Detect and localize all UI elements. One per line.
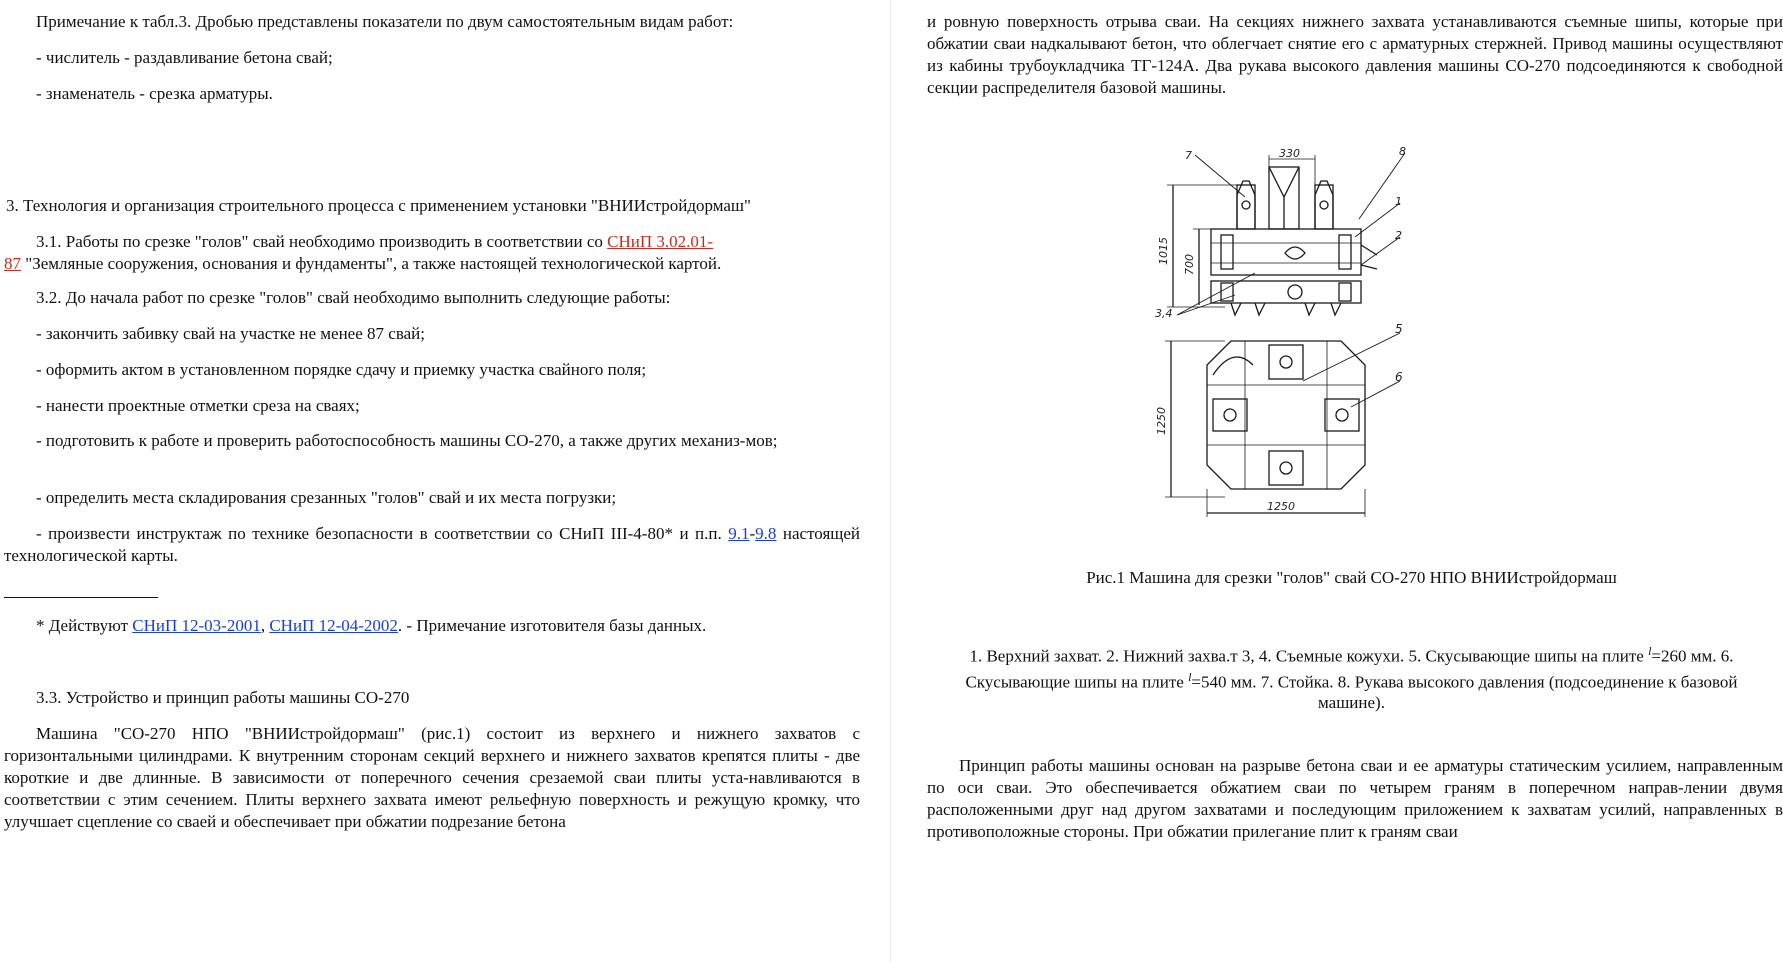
paragraph-3-1 [4, 231, 860, 275]
fig-dim-1015: 1015 [1157, 237, 1170, 265]
footnote-comma: , [260, 616, 270, 635]
p31-text-end: "Земляные сооружения, основания и фундаменты", а также настоящей технологической картой. [21, 254, 722, 273]
figure-caption: Рис.1 Машина для срезки "голов" свай СО-270 НПО ВНИИстройдормаш [1086, 568, 1617, 587]
machine-description-paragraph: Машина "СО-270 НПО "ВНИИстройдормаш" (рис.1) состоит из верхнего и нижнего захватов с горизонтальными цилиндрами. К внутренним сторонам секций верхнего и нижнего захватов крепятся плиты - две короткие и две длинные. В зависимости от поперечного сечения срезаемой сваи плиты уста-навливаются в соответствии с этим сечением. Плиты верхнего захвата имеют рельефную поверхность и режущую кромку, что улучшает сцепление со сваей и обеспечивает при обжатии подрезание бетона [4, 724, 860, 831]
fig-dim-1250-horizontal: 1250 [1267, 500, 1295, 513]
paragraph-3-2: 3.2. До начала работ по срезке "голов" свай необходимо выполнить следующие работы: [36, 288, 671, 307]
footnote-text-start: * Действуют [36, 616, 133, 635]
paragraph-3-3-heading: 3.3. Устройство и принцип работы машины СО-270 [36, 688, 410, 707]
snip-12-04-2002-link[interactable]: СНиП 12-04-2002 [269, 616, 398, 635]
list-item-pile-driving: - закончить забивку свай на участке не менее 87 свай; [36, 324, 425, 343]
legend-text-a: 1. Верхний захват. 2. Нижний захва.т 3, 4. Съемные кожухи. 5. Скусывающие шипы на плите [969, 646, 1649, 666]
fig-label-8: 8 [1399, 145, 1406, 158]
fig-label-3-4: 3,4 [1155, 307, 1173, 320]
footnote-text-end: . - Примечание изготовителя базы данных. [397, 616, 707, 635]
fig-label-2: 2 [1395, 229, 1402, 242]
fig-dim-330: 330 [1279, 147, 1300, 160]
list-item-cut-marks: - нанести проектные отметки среза на сваях; [36, 396, 360, 415]
link-item-9-1[interactable]: 9.1 [728, 524, 750, 543]
footnote [4, 615, 860, 637]
snip-link-part-a: СНиП 3.02.01- [607, 232, 714, 251]
link-item-9-8[interactable]: 9.8 [755, 524, 777, 543]
list-item-storage: - определить места складирования срезанных "голов" свай и их места погрузки; [36, 488, 617, 507]
legend-length-symbol-1: l [1648, 644, 1652, 658]
item6-dash: - [749, 524, 756, 543]
note-numerator: - числитель - раздавливание бетона свай; [36, 48, 333, 67]
operating-principle-paragraph: Принцип работы машины основан на разрыве бетона сваи и ее арматуры статическим усилием, направленным по оси сваи. Это обеспечивается обжатием сваи по четырем граням в поперечном направ-лении двумя расположенными друг над другом захватами и последующим приложением к захватам усилий, направленных в противоположные стороны. При обжатии прилегание плит к граням сваи [927, 756, 1783, 841]
fig-label-7: 7 [1185, 149, 1192, 162]
section-3-heading: 3. Технология и организация строительного процесса с применением установки "ВНИИстройдормаш" [6, 196, 751, 215]
legend-text-b: =260 мм. 6. Скусывающие шипы на плите [965, 646, 1734, 692]
table-note-title: Примечание к табл.3. Дробью представлены показатели по двум самостоятельным видам работ: [36, 12, 734, 31]
snip-12-03-2001-link[interactable]: СНиП 12-03-2001 [132, 616, 261, 635]
fig-label-6: 6 [1395, 370, 1403, 384]
list-item-machine-check: - подготовить к работе и проверить работоспособность машины СО-270, а также других механиз-мов; [36, 431, 778, 450]
fig-label-1: 1 [1395, 195, 1402, 208]
fig-dim-1250-vertical: 1250 [1155, 407, 1168, 435]
note-denominator: - знаменатель - срезка арматуры. [36, 84, 273, 103]
list-item-safety-briefing [4, 523, 860, 567]
footnote-divider [4, 597, 158, 598]
fig-dim-700: 700 [1183, 254, 1196, 275]
column-separator [890, 0, 891, 962]
figure-legend [940, 641, 1763, 713]
fig-label-5: 5 [1395, 322, 1403, 336]
list-item-acceptance-act: - оформить актом в установленном порядке сдачу и приемку участка свайного поля; [36, 360, 647, 379]
item6-text-start: - произвести инструктаж по технике безопасности в соответствии со СНиП III-4-80* и п.п. [36, 524, 729, 543]
continuation-paragraph: и ровную поверхность отрыва сваи. На секциях нижнего захвата устанавливаются съемные шипы, которые при обжатии сваи надкалывают бетон, что облегчает снятие его с арматурных стержней. Привод машины осуществляют из кабины трубоукладчика ТГ-124А. Два рукава высокого давления машины СО-270 подсоединяются к свободной секции распределителя базовой машины. [927, 12, 1783, 97]
machine-co270-drawing [1155, 145, 1495, 525]
p31-text-start: 3.1. Работы по срезке "голов" свай необходимо производить в соответствии со [36, 232, 608, 251]
snip-link-part-b: 87 [4, 254, 21, 273]
legend-text-c: =540 мм. 7. Стойка. 8. Рукава высокого давления (подсоединение к базовой машине). [1191, 672, 1738, 713]
item6-text-end: настоящей технологической карты. [4, 524, 861, 565]
legend-length-symbol-2: l [1188, 669, 1192, 684]
